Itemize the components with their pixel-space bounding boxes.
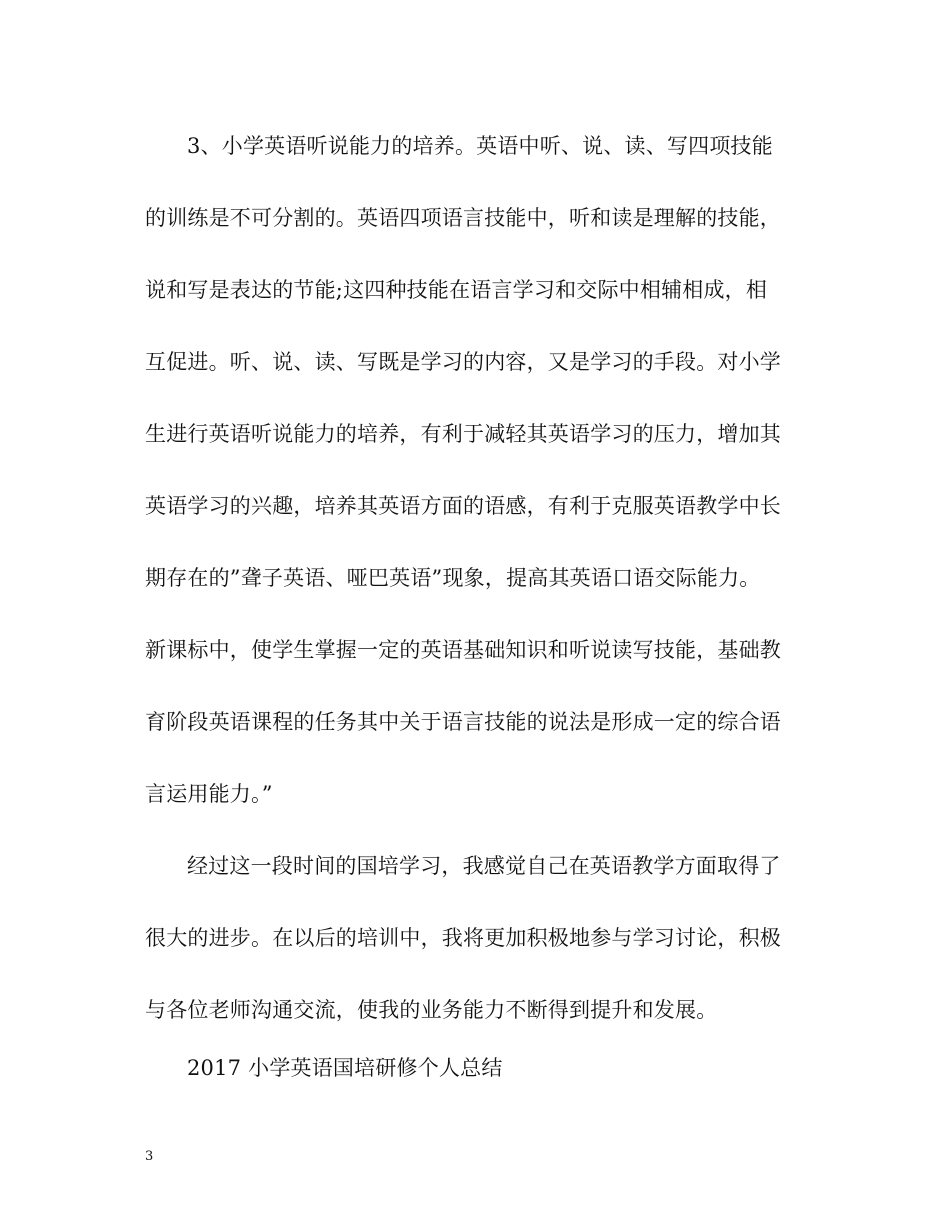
paragraph-line: 很大的进步。在以后的培训中，我将更加积极地参与学习讨论，积极 (145, 926, 781, 950)
paragraph-line: 生进行英语听说能力的培养，有利于减轻其英语学习的压力，增加其 (145, 422, 781, 446)
paragraph-line: 互促进。听、说、读、写既是学习的内容，又是学习的手段。对小学 (145, 350, 781, 374)
paragraph-line: 说和写是表达的节能;这四种技能在语言学习和交际中相辅相成，相 (145, 278, 768, 302)
paragraph-line: 言运用能力。” (145, 782, 273, 806)
paragraph-line: 英语学习的兴趣，培养其英语方面的语感，有利于克服英语教学中长 (145, 494, 781, 518)
section-title: 2017 小学英语国培研修个人总结 (187, 1056, 503, 1080)
paragraph-line: 新课标中，使学生掌握一定的英语基础知识和听说读写技能，基础教 (145, 638, 781, 662)
paragraph-line: 期存在的”聋子英语、哑巴英语”现象，提高其英语口语交际能力。 (145, 566, 761, 590)
paragraph-line: 的训练是不可分割的。英语四项语言技能中，听和读是理解的技能， (145, 206, 781, 230)
paragraph-line: 经过这一段时间的国培学习，我感觉自己在英语教学方面取得了 (187, 854, 781, 878)
paragraph-line: 育阶段英语课程的任务其中关于语言技能的说法是形成一定的综合语 (145, 710, 781, 734)
paragraph-line: 3、小学英语听说能力的培养。英语中听、说、读、写四项技能 (187, 134, 773, 158)
paragraph-line: 与各位老师沟通交流，使我的业务能力不断得到提升和发展。 (145, 998, 718, 1022)
page-number: 3 (145, 1149, 154, 1164)
